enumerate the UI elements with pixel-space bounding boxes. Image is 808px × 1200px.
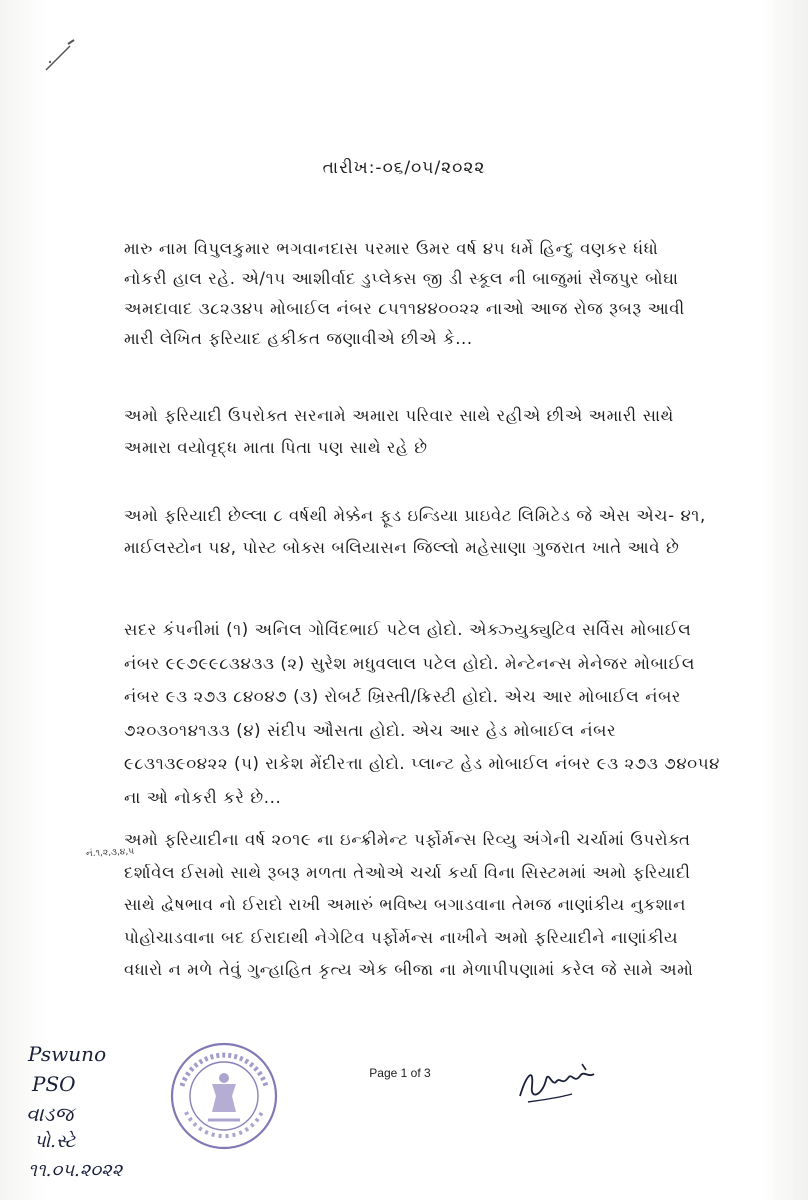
handwritten-endorsement-line: ૧૧.૦૫.૨૦૨૨ bbox=[28, 1160, 123, 1181]
margin-note: નં.૧,૨,૩,૪,૫ bbox=[85, 846, 135, 860]
paragraph-family bbox=[96, 400, 708, 464]
text-line: ૭૨૦૩૦૧૪૧૩૩ (૪) સંદીપ ઔસતા હોદો. એચ આર હેડ મોબાઈલ નંબર bbox=[124, 720, 617, 740]
paragraph-company-officials bbox=[96, 613, 720, 814]
text-line: ૯૮૩૧૩૯૦૪૨૨ (૫) રાકેશ મેંદીરત્તા હોદો. પ્લાન્ટ હેડ મોબાઈલ નંબર ૯૩ ૨૭૩ ૭૪૦૫૪ bbox=[124, 754, 720, 773]
handwritten-endorsement-line: પો.સ્ટે bbox=[34, 1131, 76, 1152]
text-line: નંબર ૯૯૭૯૯૮૩૪૩૩ (૨) સુરેશ મધુવલાલ પટેલ હોદો. મેન્ટેનન્સ મેનેજર મોબાઈલ bbox=[124, 653, 695, 673]
police-seal-stamp bbox=[168, 1040, 280, 1152]
text-line: અમો ફરિયાદીના વર્ષ ૨૦૧૯ ના ઇન્ક્રીમેન્ટ પર્ફોર્મન્સ રિવ્યુ અંગેની ચર્ચામાં ઉપરોક્ત bbox=[124, 830, 691, 849]
text-line: અમો ફરિયાદી છેલ્લા ૮ વર્ષથી મેક્કેન ફૂડ ઇન્ડિયા પ્રાઇવેટ લિમિટેડ જે એસ એચ- ૪૧, bbox=[124, 506, 706, 525]
text-line: દર્શાવેલ ઈસમો સાથે રૂબરૂ મળતા તેઓએ ચર્ચા કર્યા વિના સિસ્ટમમાં અમો ફરિયાદી bbox=[124, 862, 691, 882]
pen-mark-icon bbox=[40, 36, 80, 76]
handwritten-endorsement-line: PSO bbox=[32, 1072, 76, 1096]
text-line: વધારો ન મળે તેવું ગુન્હાહિત કૃત્ય એક બીજા ના મેળાપીપણામાં કરેલ જે સામે અમો bbox=[124, 960, 694, 979]
text-line: અમારા વયોવૃદ્ધ માતા પિતા પણ સાથે રહે છે bbox=[124, 438, 428, 457]
text-line: નોકરી હાલ રહે. એ/૧૫ આશીર્વાદ ડુપ્લેક્સ જી ડી સ્કૂલ ની બાજુમાં સૈજપુર બોઘા bbox=[124, 269, 679, 288]
text-line: માઈલસ્ટોન ૫૪, પોસ્ટ બોક્સ બલિયાસન જિલ્લો મહેસાણા ગુજરાત ખાતે આવે છે bbox=[124, 538, 680, 557]
text-line: મારુ નામ વિપુલકુમાર ભગવાનદાસ પરમાર ઉમર વર્ષ ૪૫ ધર્મે હિન્દુ વણકર ધંધો bbox=[124, 239, 659, 258]
paragraph-employment bbox=[96, 500, 708, 564]
handwritten-endorsement-line: Pswuno bbox=[28, 1042, 107, 1066]
text-line: સદર કંપનીમાં (૧) અનિલ ગોવિંદભાઈ પટેલ હોદો. એક્ઝ્યુક્યુટિવ સર્વિસ મોબાઈલ bbox=[124, 620, 692, 639]
complainant-signature bbox=[512, 1056, 602, 1108]
paragraph-introduction bbox=[96, 234, 708, 354]
text-line: નંબર ૯૩ ૨૭૩ ૮૪૦૪૭ (૩) રોબર્ટ ખ્રિસ્તી/ક્રિસ્ટી હોદો. એચ આર મોબાઈલ નંબર bbox=[124, 687, 682, 706]
text-line: પોહોચાડવાના બદ ઈરાદાથી નેગેટિવ પર્ફોર્મન્સ નાખીને અમો ફરિયાદીને નાણાંકીય bbox=[124, 927, 679, 947]
page-number: Page 1 of 3 bbox=[369, 1066, 431, 1080]
text-line: અમો ફરિયાદી ઉપરોક્ત સરનામે અમારા પરિવાર સાથે રહીએ છીએ અમારી સાથે bbox=[124, 406, 674, 425]
document-date: તારીખ:-૦૬/૦૫/૨૦૨૨ bbox=[322, 158, 486, 178]
text-line: ના ઓ નોકરી કરે છે... bbox=[124, 787, 282, 807]
text-line: મારી લેખિત ફરિયાદ હકીકત જણાવીએ છીએ કે... bbox=[124, 329, 473, 348]
text-line: અમદાવાદ ૩૮૨૩૪૫ મોબાઈલ નંબર ૮૫૧૧૪૪૦૦૨૨ નાઓ આજ રોજ રૂબરૂ આવી bbox=[124, 299, 685, 318]
paragraph-complaint bbox=[96, 824, 708, 987]
text-line: સાથે દ્વેષભાવ નો ઈરાદો રાખી અમારું ભવિષ્ય બગાડવાના તેમજ નાણાંકીય નુકશાન bbox=[124, 895, 687, 914]
handwritten-endorsement-line: વાડજ bbox=[26, 1102, 74, 1126]
